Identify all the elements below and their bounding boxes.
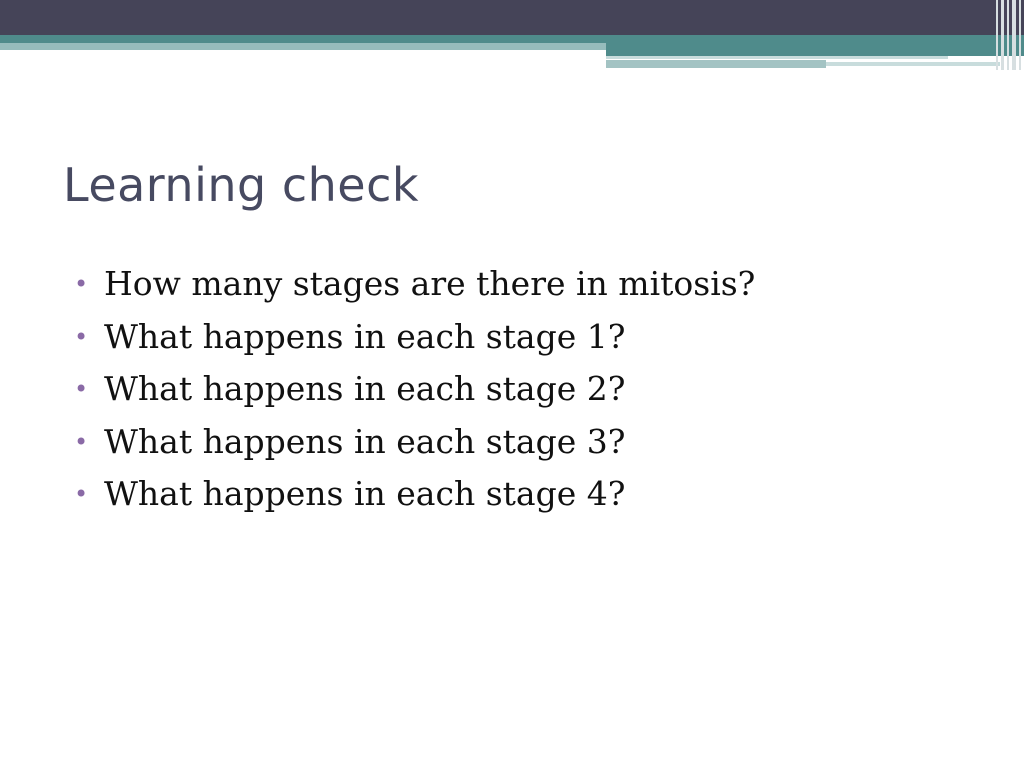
bullet-item [74,468,755,521]
header-line [606,60,826,68]
slide-title: Learning check [63,158,419,212]
bullet-icon: • [74,375,89,403]
bullet-text: What happens in each stage 2? [104,369,626,408]
bullet-text: How many stages are there in mitosis? [104,264,756,303]
bullet-icon: • [74,427,89,456]
header-line [606,56,948,59]
bullet-icon: • [74,270,89,298]
bullet-item [74,363,755,416]
bullet-list [74,258,755,521]
bullet-text: What happens in each stage 1? [104,316,626,356]
header-band-dark [0,0,1024,35]
bullet-icon: • [74,322,89,351]
header-stripes [994,0,1024,70]
bullet-icon: • [74,480,89,508]
header-line [826,62,1000,66]
header-band-teal [0,35,1024,43]
bullet-item [74,416,755,469]
bullet-item [74,258,755,311]
bullet-text: What happens in each stage 4? [104,474,626,513]
header-band-teal-right [606,43,1024,56]
header-band-teal-light [0,43,606,50]
bullet-text: What happens in each stage 3? [104,421,626,461]
bullet-item [74,311,755,364]
